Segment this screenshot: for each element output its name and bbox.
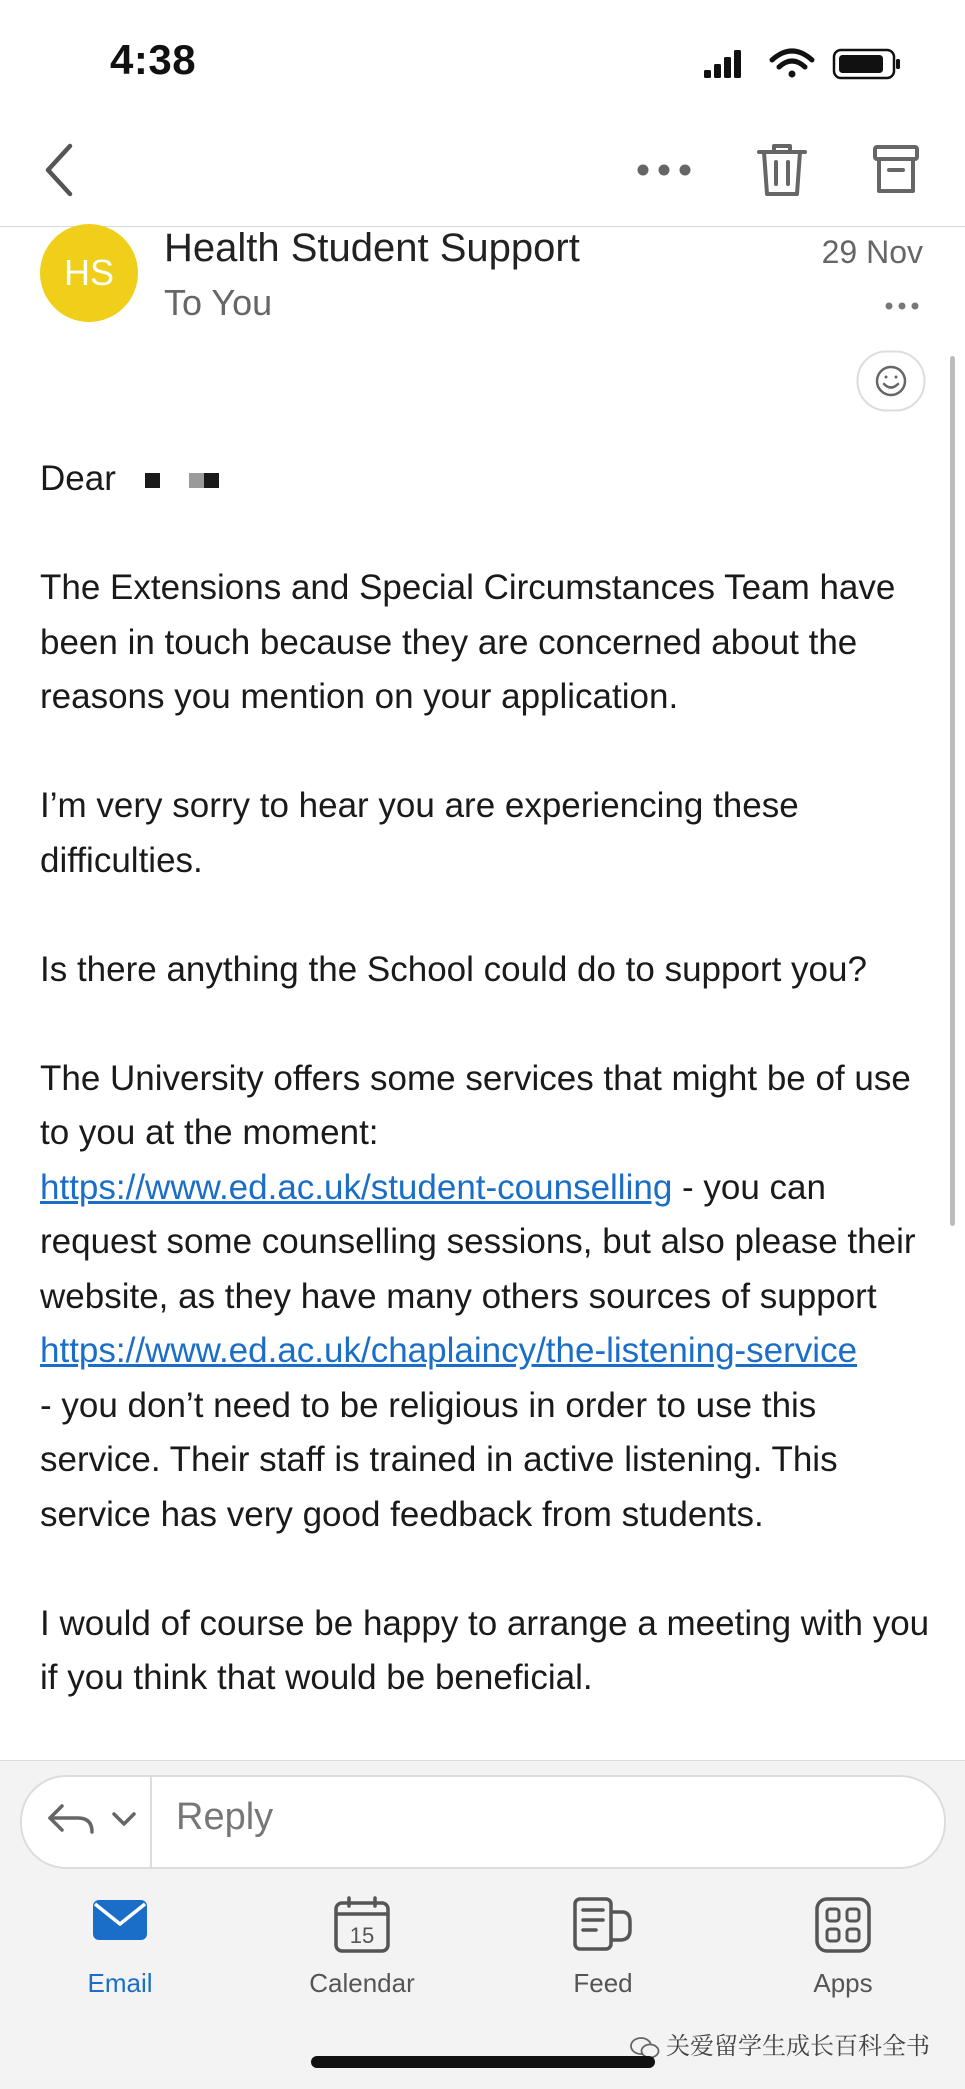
- signal-icon: [704, 50, 741, 78]
- tab-calendar-label[interactable]: Calendar: [309, 1968, 415, 1998]
- tab-apps-label[interactable]: Apps: [813, 1968, 873, 1998]
- status-icons: [700, 44, 910, 84]
- reply-options-button[interactable]: [46, 1800, 142, 1840]
- watermark-text: 关爱留学生成长百科全书: [666, 2033, 930, 2060]
- greeting-line: [40, 452, 930, 507]
- listening-service-description: - you don’t need to be religious in order to use this service. Their staff is trained in active listening. This service has very good feedback from students.: [40, 1385, 838, 1534]
- tab-apps[interactable]: [758, 1896, 928, 1959]
- trash-icon: [759, 146, 805, 194]
- reaction-button[interactable]: [856, 350, 926, 412]
- redacted-name: [145, 459, 219, 498]
- home-indicator[interactable]: [311, 2056, 655, 2068]
- avatar[interactable]: HS: [40, 224, 138, 322]
- calendar-icon: [333, 1896, 391, 1954]
- greeting: Dear: [40, 459, 116, 498]
- archive-button[interactable]: [872, 144, 920, 196]
- listening-service-link[interactable]: https://www.ed.ac.uk/chaplaincy/the-listening-service: [40, 1331, 858, 1370]
- feed-icon: [572, 1896, 634, 1954]
- chevron-down-icon: [114, 1814, 134, 1824]
- tab-feed[interactable]: [518, 1896, 688, 1959]
- reply-divider: [150, 1777, 152, 1867]
- mail-icon: [91, 1896, 149, 1944]
- archive-icon: [875, 147, 917, 191]
- paragraph: Is there anything the School could do to support you?: [40, 949, 867, 989]
- services-paragraph: [40, 1052, 930, 1543]
- back-button[interactable]: [40, 140, 80, 200]
- more-horizontal-icon: [638, 165, 691, 176]
- scrollbar[interactable]: [950, 356, 955, 1226]
- tab-email-label[interactable]: Email: [87, 1968, 153, 1998]
- chevron-left-icon: [48, 146, 70, 194]
- reply-input[interactable]: Reply: [176, 1796, 274, 1838]
- apps-grid-icon: [814, 1896, 872, 1954]
- message-date: 29 Nov: [821, 234, 923, 270]
- paragraph: I’m very sorry to hear you are experiencing these difficulties.: [40, 786, 799, 880]
- battery-icon: [834, 50, 900, 78]
- delete-button[interactable]: [756, 142, 808, 198]
- counselling-description: - you can request some counselling sessions, but also please their website, as they have many others sources of support: [40, 1167, 916, 1316]
- counselling-link[interactable]: https://www.ed.ac.uk/student-counselling: [40, 1167, 673, 1207]
- wifi-icon: [772, 51, 812, 78]
- paragraph: I would of course be happy to arrange a meeting with you if you think that would be beneficial.: [40, 1603, 930, 1697]
- services-intro: The University offers some services that might be of use to you at the moment:: [40, 1058, 911, 1152]
- sender-name[interactable]: Health Student Support: [164, 226, 580, 270]
- tab-email[interactable]: [35, 1896, 205, 1949]
- redaction-block: [145, 473, 160, 488]
- paragraph: The Extensions and Special Circumstances Team have been in touch because they are concerned about the reasons you mention on your application.: [40, 568, 896, 716]
- calendar-day: 15: [349, 1923, 375, 1948]
- tab-calendar[interactable]: [277, 1896, 447, 1959]
- more-horizontal-icon: [886, 303, 919, 310]
- status-time: 4:38: [110, 36, 197, 83]
- redaction-block: [204, 473, 219, 488]
- watermark: [630, 2026, 930, 2061]
- more-button[interactable]: [636, 158, 692, 182]
- message-body: [40, 452, 930, 1760]
- tab-feed-label[interactable]: Feed: [573, 1968, 633, 1998]
- redaction-block: [189, 473, 204, 488]
- recipient-line[interactable]: To You: [164, 282, 273, 323]
- reply-icon: [50, 1806, 92, 1832]
- reply-bar[interactable]: [20, 1775, 946, 1869]
- message-more-button[interactable]: [884, 300, 920, 312]
